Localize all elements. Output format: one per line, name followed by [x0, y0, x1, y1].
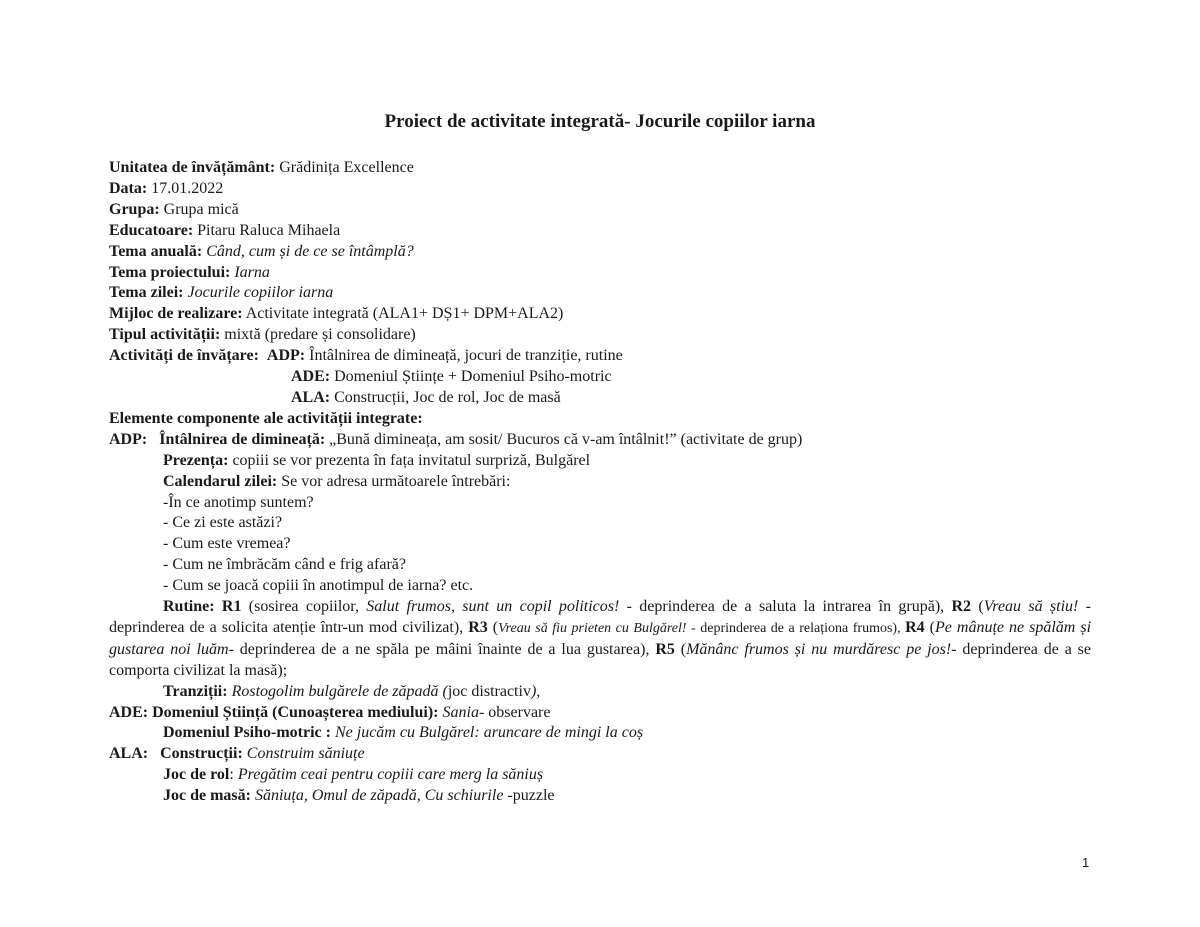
info-data: Data: 17.01.2022 — [109, 179, 224, 197]
info-grupa: Grupa: Grupa mică — [109, 200, 239, 218]
ade-stiinta: ADE: Domeniul Știință (Cunoașterea mediului): Sania- observare — [109, 703, 551, 721]
ala-constructii: ALA: Construcții: Construim săniuțe — [109, 745, 365, 763]
info-unitatea: Unitatea de învățământ: Grădinița Excellence — [109, 159, 414, 176]
document-body — [109, 158, 1091, 807]
info-tema-anuala: Tema anuală: Când, cum și de ce se întâmplă? — [109, 242, 414, 260]
adp-calendar: Calendarul zilei: Se vor adresa următoarele întrebări: — [163, 472, 511, 490]
ala-joc-de-masa: Joc de masă: Săniuța, Omul de zăpadă, Cu schiurile -puzzle — [163, 787, 555, 805]
info-activitati-adp: Activități de învățare: ADP: Întâlnirea de dimineață, jocuri de tranziție, rutine — [109, 347, 623, 365]
info-educatoare: Educatoare: Pitaru Raluca Mihaela — [109, 221, 341, 239]
document-title: Proiect de activitate integrată- Jocurile copiilor iarna — [384, 111, 816, 132]
calendar-question: - Cum este vremea? — [163, 535, 291, 553]
ade-psiho-motric: Domeniul Psiho-motric : Ne jucăm cu Bulgărel: aruncare de mingi la coș — [163, 724, 644, 742]
info-activitati-ade: ADE: Domeniul Științe + Domeniul Psiho-motric — [291, 368, 612, 386]
adp-intalnirea: ADP: Întâlnirea de dimineață: „Bună dimineața, am sosit/ Bucuros că v-am întâlnit!” (activitate de grup) — [109, 430, 803, 448]
info-tema-zilei: Tema zilei: Jocurile copiilor iarna — [109, 284, 334, 302]
calendar-question: -În ce anotimp suntem? — [163, 493, 314, 511]
ala-joc-de-rol: Joc de rol: Pregătim ceai pentru copiii care merg la săniuș — [163, 766, 544, 784]
info-tema-proiectului: Tema proiectului: Iarna — [109, 263, 270, 281]
adp-rutine: Rutine: R1 (sosirea copiilor, Salut frumos, sunt un copil politicos! - deprinderea de a saluta la intrarea în grupă), R2 (Vreau să știu! - deprinderea de a solicita atenție într-un mod civilizat), R3 (Vreau să fiu prieten cu Bulgărel! - deprinderea de a relaționa frumos), R4 (Pe mânuțe ne spălăm și gustarea noi luăm- deprinderea de a ne spăla pe mâini înainte de a lua gustarea), R5 (Mănânc frumos și nu murdăresc pe jos!- deprinderea de a se comporta civilizat la masă); — [109, 598, 1092, 679]
calendar-question: - Cum ne îmbrăcăm când e frig afară? — [163, 556, 406, 574]
page-number: 1 — [1082, 855, 1090, 870]
info-mijloc: Mijloc de realizare: Activitate integrată (ALA1+ DȘ1+ DPM+ALA2) — [109, 305, 564, 323]
info-activitati-ala: ALA: Construcții, Joc de rol, Joc de masă — [291, 388, 561, 406]
info-tipul: Tipul activității: mixtă (predare și consolidare) — [109, 326, 416, 344]
adp-tranzitii: Tranziții: Rostogolim bulgărele de zăpadă (joc distractiv), — [163, 682, 541, 700]
adp-prezenta: Prezența: copiii se vor prezenta în fața invitatul surpriză, Bulgărel — [163, 451, 591, 469]
calendar-question: - Cum se joacă copiii în anotimpul de iarna? etc. — [163, 577, 474, 595]
calendar-question: - Ce zi este astăzi? — [163, 514, 283, 532]
elements-heading: Elemente componente ale activității integrate: — [109, 409, 423, 427]
